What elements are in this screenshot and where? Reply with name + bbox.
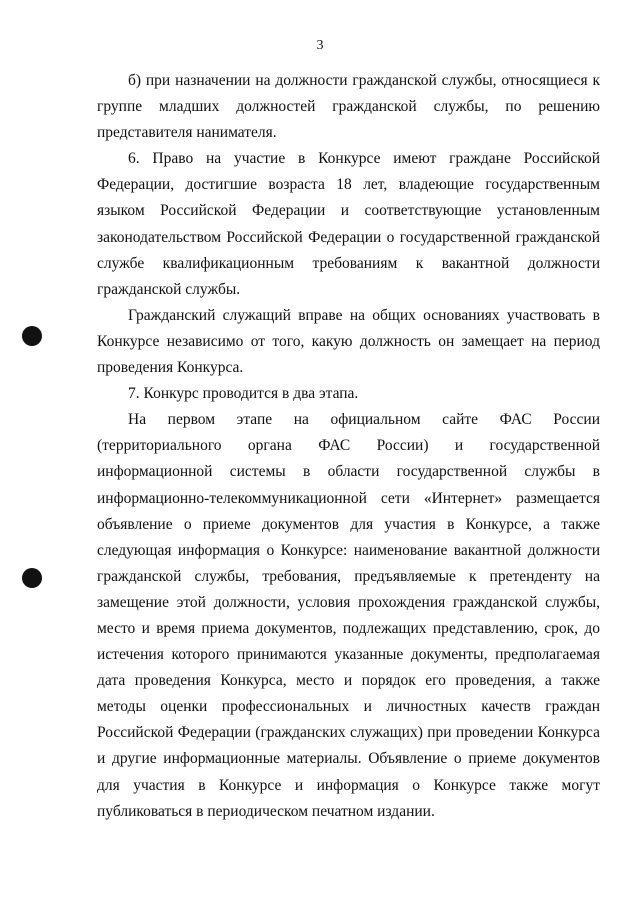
paragraph-two-stages: 7. Конкурс проводится в два этапа. bbox=[128, 385, 359, 403]
paragraph-first-stage-announcement: На первом этапе на официальном сайте ФАС России (территориального органа ФАС России) и государственной информационной системы в области государственной службы в информационно-телекоммуникационной сети «Интернет» размещается объявление о приеме документов для участия в Конкурсе, а также следующая информация о Конкурсе: наименование вакантной должности гражданской службы, требования, предъявляемые к претенденту на замещение этой должности, условия прохождения гражданской службы, место и время приема документов, подлежащих представлению, срок, до истечения которого принимаются указанные документы, предполагаемая дата проведения Конкурса, место и порядок его проведения, а также методы оценки профессиональных и личностных качеств граждан Российской Федерации (гражданских служащих) при проведении Конкурса и другие информационные материалы. Объявление о приеме документов для участия в Конкурсе и информация о Конкурсе также могут публиковаться в периодическом печатном издании. bbox=[97, 411, 600, 820]
document-body bbox=[97, 68, 600, 825]
paragraph-right-to-participate: 6. Право на участие в Конкурсе имеют граждане Российской Федерации, достигшие возраста 18 лет, владеющие государственным языком Российской Федерации и соответствующие установленным законодательством Российской Федерации о государственной гражданской службе квалификационным требованиям к вакантной должности гражданской службы. bbox=[97, 150, 600, 298]
punch-hole-mark bbox=[22, 326, 42, 346]
paragraph-civil-servant-participation: Гражданский служащий вправе на общих основаниях участвовать в Конкурсе независимо от того, какую должность он замещает на период проведения Конкурса. bbox=[97, 306, 600, 377]
paragraph-appointment-junior-positions: б) при назначении на должности гражданской службы, относящиеся к группе младших должностей гражданской службы, по решению представителя нанимателя. bbox=[97, 72, 600, 142]
punch-hole-mark bbox=[22, 568, 42, 588]
page-number: 3 bbox=[316, 38, 324, 53]
